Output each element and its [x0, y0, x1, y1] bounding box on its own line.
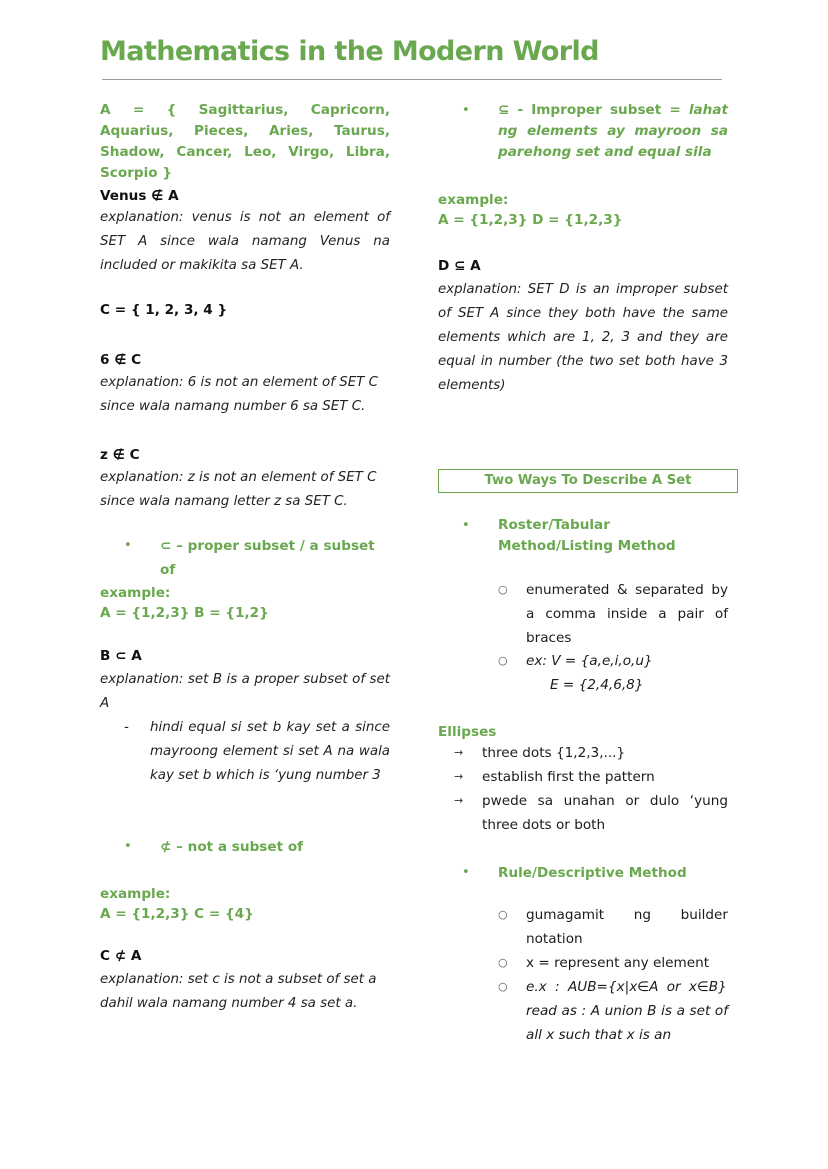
circle-bullet-icon: ○	[498, 654, 508, 667]
rule-item-text: gumagamit ng builder notation	[526, 907, 728, 947]
not-subset-example-label: example:	[100, 886, 171, 902]
improper-example: A = {1,2,3} D = {1,2,3}	[438, 212, 623, 228]
bullet-icon: •	[462, 518, 470, 533]
ellipses-item-2	[454, 765, 728, 789]
roster-item-2	[498, 649, 728, 673]
roster-method-bullet	[462, 515, 728, 557]
ellipses-item-3	[454, 789, 728, 837]
ellipses-item-text: pwede sa unahan or dulo ‘yung three dots or both	[482, 793, 728, 833]
b-subset-a-statement: B ⊂ A	[100, 648, 142, 664]
d-subset-a-explanation: explanation: SET D is an improper subset of SET A since they both have the same elements which are 1, 2, 3 and they are equal in number (the two set both have 3 elements)	[438, 282, 728, 393]
section-box-title: Two Ways To Describe A Set	[438, 469, 738, 493]
arrow-icon: →	[454, 746, 464, 759]
title-divider	[102, 79, 722, 80]
circle-bullet-icon: ○	[498, 980, 508, 993]
circle-bullet-icon: ○	[498, 908, 508, 921]
bullet-icon: •	[462, 103, 470, 118]
set-c-definition: C = { 1, 2, 3, 4 }	[100, 302, 228, 318]
six-explanation: explanation: 6 is not an element of SET C since wala namang number 6 sa SET C.	[100, 375, 378, 414]
d-subset-a-statement: D ⊆ A	[438, 258, 481, 274]
proper-subset-label: ⊂ – proper subset / a subset of	[160, 538, 375, 578]
venus-explanation: explanation: venus is not an element of SET A since wala namang Venus na included or makikita sa SET A.	[100, 210, 390, 273]
not-subset-label: ⊄ – not a subset of	[160, 839, 304, 855]
improper-subset-symbol: ⊆ - Improper subset =	[498, 102, 689, 118]
rule-method-heading: Rule/Descriptive Method	[498, 865, 687, 881]
roster-example-text: ex: V = {a,e,i,o,u}	[526, 653, 653, 669]
z-statement: z ∉ C	[100, 447, 140, 463]
roster-item-text: enumerated & separated by a comma inside a pair of braces	[526, 582, 728, 646]
ellipses-item-text: three dots {1,2,3,...}	[482, 745, 626, 761]
six-statement: 6 ∉ C	[100, 352, 142, 368]
z-explanation: explanation: z is not an element of SET C since wala namang letter z sa SET C.	[100, 470, 377, 509]
bullet-icon: •	[124, 839, 132, 854]
rule-item-1	[498, 903, 728, 951]
c-not-subset-a-statement: C ⊄ A	[100, 948, 142, 964]
b-subset-a-explanation: explanation: set B is a proper subset of set A	[100, 672, 390, 711]
not-subset-bullet	[124, 835, 390, 859]
improper-subset-bullet	[462, 100, 728, 163]
c-not-subset-a-explanation: explanation: set c is not a subset of set a dahil wala namang number 4 sa set a.	[100, 972, 377, 1011]
proper-subset-note-text: hindi equal si set b kay set a since mayroong element si set A na wala kay set b which is ‘yung number 3	[150, 720, 390, 783]
rule-item-text: x = represent any element	[526, 955, 710, 971]
dash-icon: -	[124, 720, 129, 735]
ellipses-item-1	[454, 741, 728, 765]
page-title: Mathematics in the Modern World	[100, 36, 599, 67]
circle-bullet-icon: ○	[498, 956, 508, 969]
rule-method-bullet	[462, 861, 728, 885]
bullet-icon: •	[462, 865, 470, 880]
proper-example-label: example:	[100, 585, 171, 601]
circle-bullet-icon: ○	[498, 583, 508, 596]
rule-item-3	[498, 975, 728, 999]
improper-subset-text	[498, 100, 728, 163]
venus-statement: Venus ∉ A	[100, 188, 179, 204]
roster-example-line2: E = {2,4,6,8}	[550, 677, 644, 693]
roster-item-1	[498, 578, 728, 650]
bullet-icon: •	[124, 538, 132, 553]
set-a-definition: A = { Sagittarius, Capricorn, Aquarius, Pieces, Aries, Taurus, Shadow, Cancer, Leo, Virgo, Libra, Scorpio }	[100, 102, 390, 181]
proper-subset-bullet	[124, 534, 390, 582]
proper-example: A = {1,2,3} B = {1,2}	[100, 605, 269, 621]
arrow-icon: →	[454, 770, 464, 783]
roster-method-heading: Roster/Tabular Method/Listing Method	[498, 517, 676, 554]
proper-subset-note	[124, 716, 390, 788]
ellipses-item-text: establish first the pattern	[482, 769, 655, 785]
rule-example-text: e.x : AUB={x|x∈A or x∈B}	[526, 979, 727, 995]
not-subset-example: A = {1,2,3} C = {4}	[100, 906, 254, 922]
rule-item-2	[498, 951, 728, 975]
improper-example-label: example:	[438, 192, 509, 208]
improper-subset-definition: lahat ng elements ay mayroon sa parehong set and equal sila	[498, 102, 728, 160]
rule-read-as: read as : A union B is a set of all x such that x is an	[526, 1003, 728, 1043]
arrow-icon: →	[454, 794, 464, 807]
ellipses-heading: Ellipses	[438, 724, 497, 740]
